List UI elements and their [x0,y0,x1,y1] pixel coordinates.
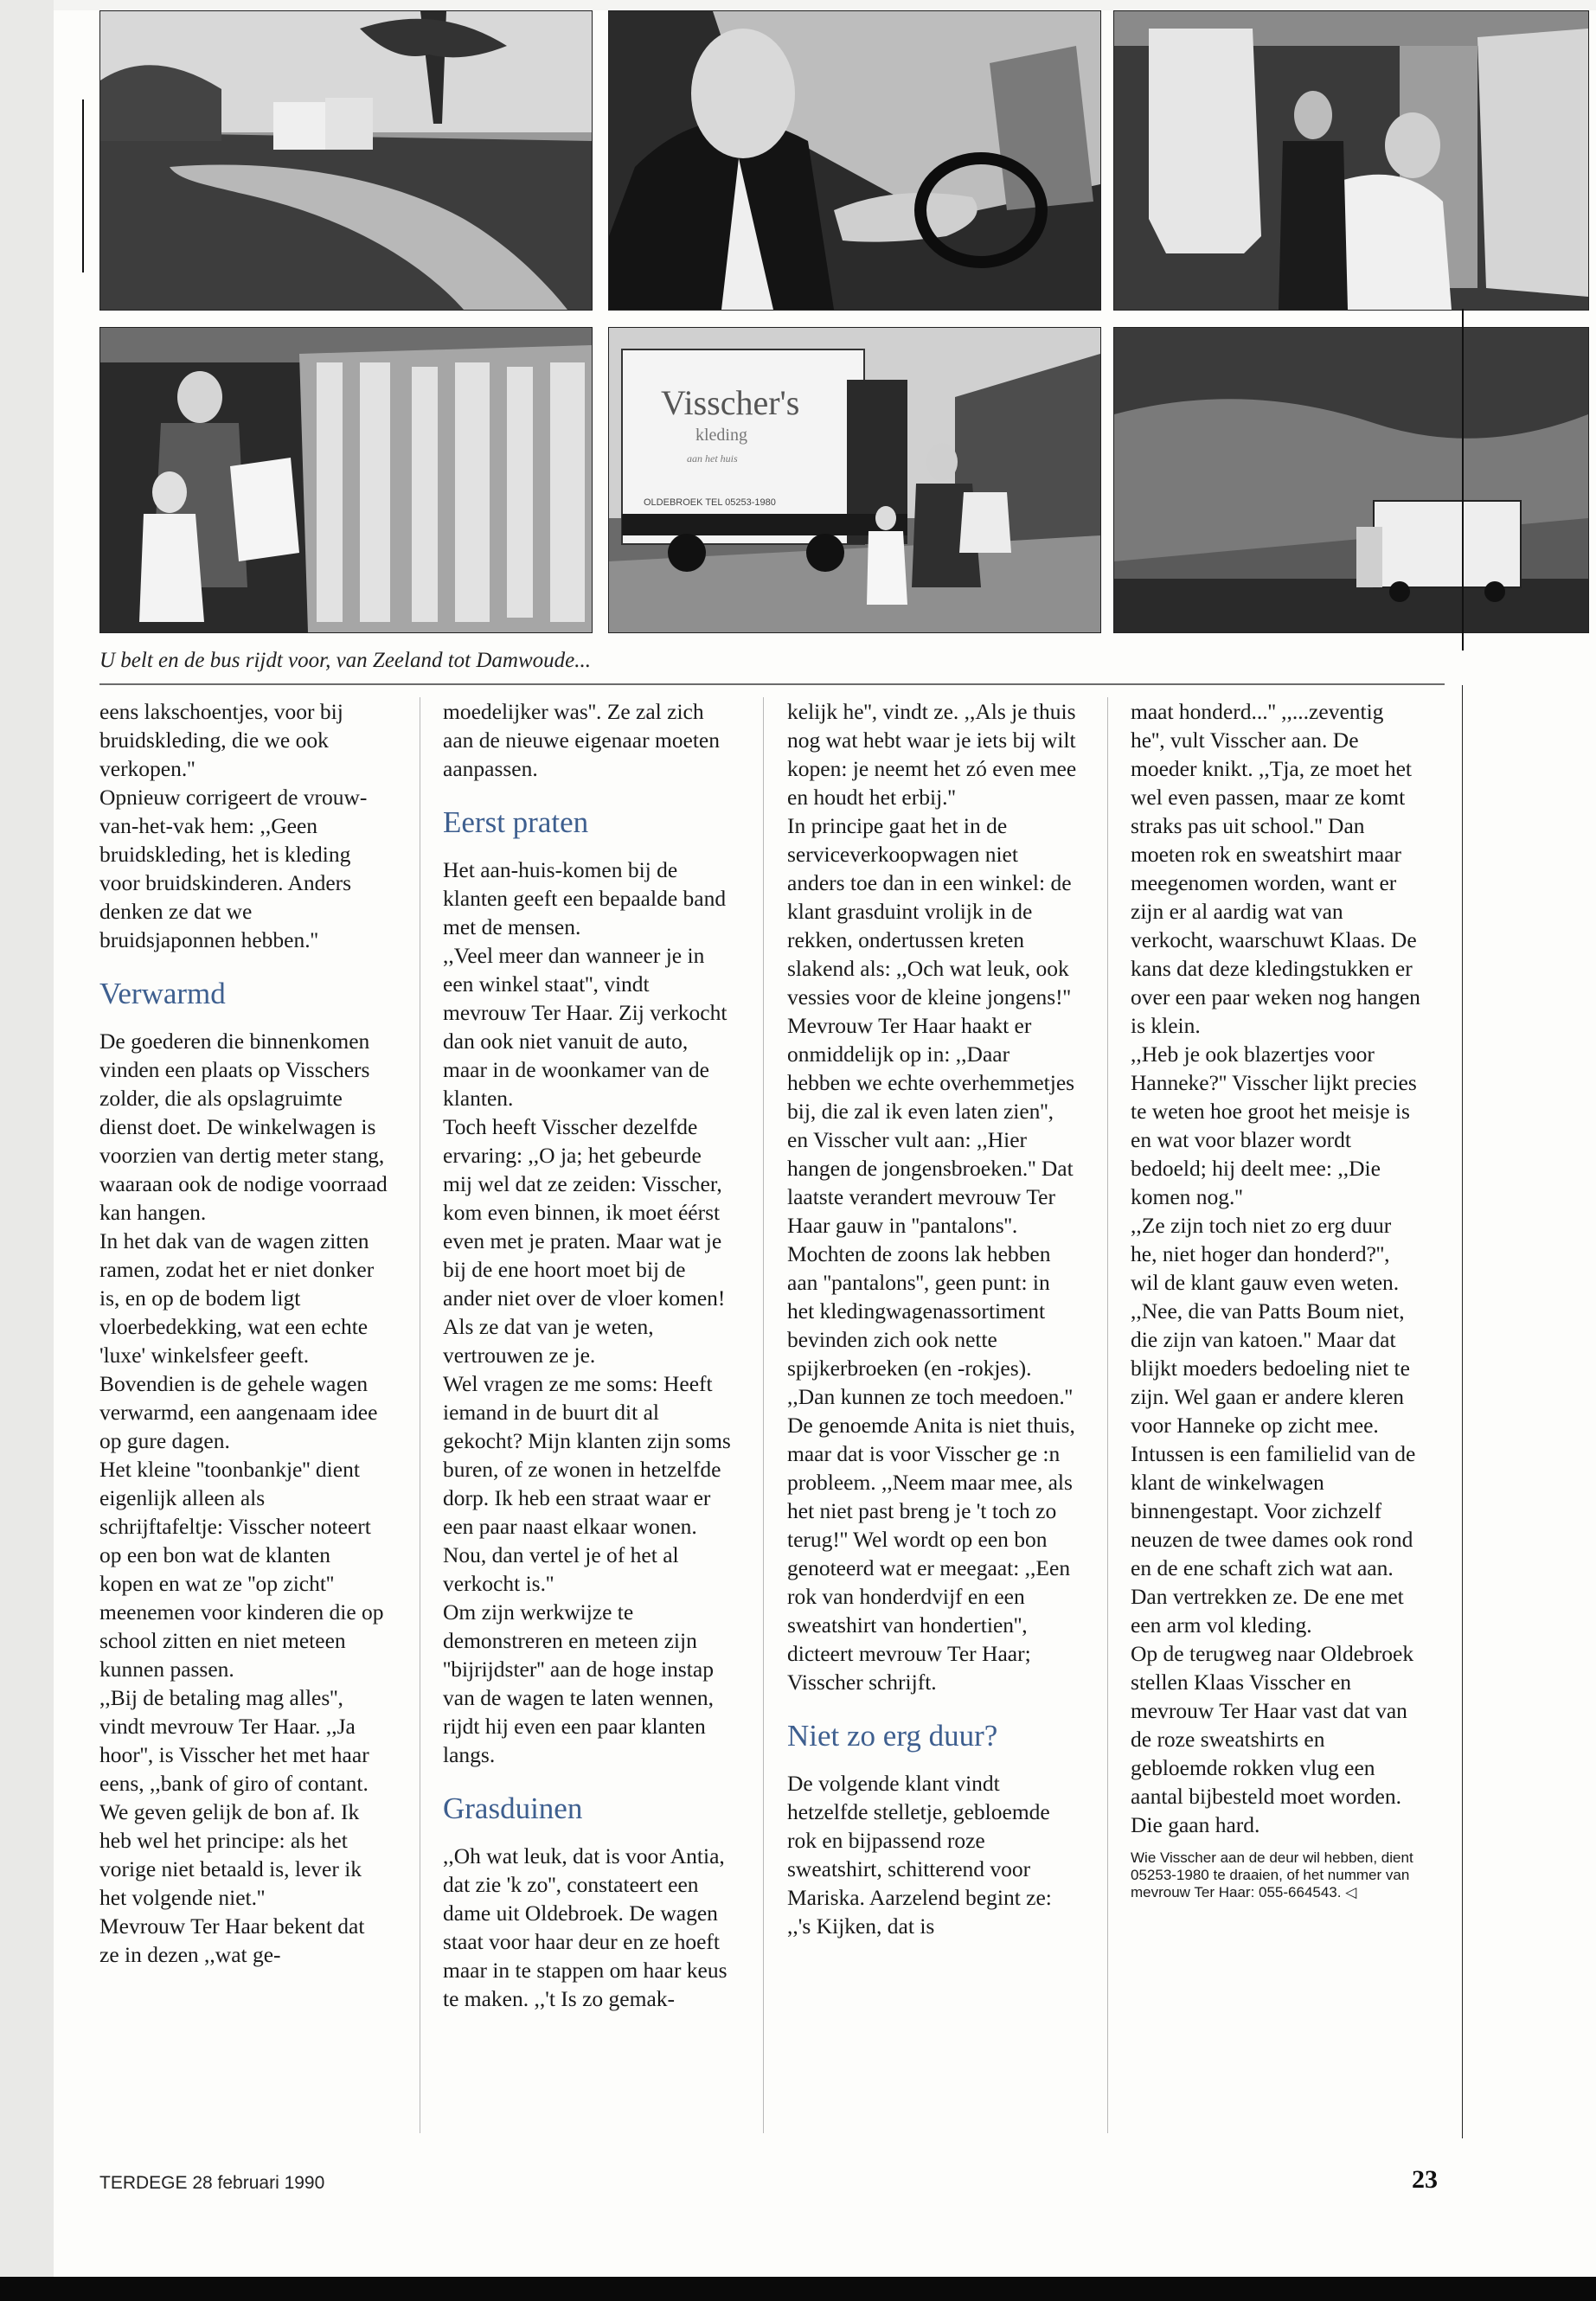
photo-frame-line-right [1462,309,1464,651]
paragraph: Mevrouw Ter Haar haakt er onmiddelijk op in: ,,Daar hebben we echte overhemmetjes bij, die zal ik even laten zien'', en Visscher vult aan: ,,Hier hangen de jongensbroeken.'' Dat laatste verandert mevrouw Ter Haar gauw in ''pantalons''. Mochten de zoons lak hebben aan ''pantalons'', geen punt: in het kledingwagenassortiment bevinden zich ook nette spijkerbroeken (en -rokjes). ,,Dan kunnen ze toch meedoen.'' [787,1013,1075,1409]
paragraph: De genoemde Anita is niet thuis, maar dat is voor Visscher ge :n probleem. ,,Neem maar mee, als het niet past breng je 't toch zo terug!'' Wel wordt op een bon genoteerd wat er meegaat: ,,Een rok van honderdvijf en een sweatshirt van hondertien'', dicteert mevrouw Ter Haar; Visscher schrijft. [787,1413,1075,1695]
paragraph: maat honderd...'' ,,...zeventig he'', vult Visscher aan. De moeder knikt. ,,Tja, ze moet het wel even passen, maar ze komt straks pas uit school.'' Dan moeten rok en sweatshirt maar meegenomen worden, want er zijn er al aardig wat van verkocht, waarschuwt Klaas. De kans dat deze kledingstukken er over een paar weken nog hangen is klein. [1131,699,1420,1038]
page-right-border [1462,685,1463,2138]
column-3 [787,697,1077,1940]
paragraph: eens lakschoentjes, voor bij bruidskleding, die we ook verkopen.'' [99,699,343,781]
paragraph: ,,Nee, die van Patts Boum niet, die zijn van katoen.'' Maar dat blijkt moeders bedoeling niet te zijn. Wel gaan er andere kleren voor Hanneke op zicht mee. [1131,1298,1410,1438]
van-sub2-text: aan het huis [687,452,738,465]
paragraph: ,,Veel meer dan wanneer je in een winkel staat'', vindt mevrouw Ter Haar. Zij verkocht dan ook niet vanuit de auto, maar in de woonkamer van de klanten. [443,943,727,1111]
paragraph: kelijk he'', vindt ze. ,,Als je thuis nog wat hebt waar je iets bij wilt kopen: je neemt het zó even mee en houdt het erbij.'' [787,699,1077,810]
photo-frame-line-left [82,99,84,272]
page-edge-shadow [0,0,54,2301]
section-heading: Verwarmd [99,977,226,1010]
section-heading: Eerst praten [443,805,589,839]
photo-van-under-sky [1113,327,1589,633]
paragraph: Om zijn werkwijze te demonstreren en meteen zijn ''bijrijdster'' aan de hoge instap van de wagen te laten wennen, rijdt hij even een paar klanten langs. [443,1599,714,1767]
paragraph: Toch heeft Visscher dezelfde ervaring: ,,O ja; het gebeurde mij wel dat ze zeiden: Visscher, kom even binnen, ik moet éérst even met je praten. Maar wat je bij de ene hoort moet bij de ander niet over de vloer komen! Als ze dat van je weten, vertrouwen ze je. [443,1114,726,1368]
photo-visschers-van [608,327,1101,633]
photo-country-road [99,10,593,311]
van-phone-text: OLDEBROEK TEL 05253-1980 [644,497,776,508]
paragraph: ,,Heb je ook blazertjes voor Hanneke?'' Visscher lijkt precies te weten hoe groot het meisje is en wat voor blazer wordt bedoeld; hij deelt mee: ,,Die komen nog.'' [1131,1042,1417,1209]
van-brand-text: Visscher's [661,383,800,422]
photo-caption: U belt en de bus rijdt voor, van Zeeland tot Damwoude... [99,649,591,672]
paragraph: Wel vragen ze me soms: Heeft iemand in de buurt dit al gekocht? Mijn klanten zijn soms buren, of ze wonen in hetzelfde dorp. Ik heb een straat waar er een paar naast elkaar wonen. Nou, dan vertel je of het al verkocht is.'' [443,1371,731,1596]
photo-clothes-rack-shoppers [1113,10,1589,311]
column-4 [1131,697,1420,1901]
column-separator-2 [763,697,764,2133]
page-number: 23 [1412,2165,1438,2194]
paragraph: In principe gaat het in de serviceverkoopwagen niet anders toe dan in een winkel: de klant grasduint vrolijk in de rekken, ondertussen kreten slakend als: ,,Och wat leuk, ook vessies voor de kleine jongens!'' [787,813,1072,1009]
paragraph: Het aan-huis-komen bij de klanten geeft een bepaalde band met de mensen. [443,857,727,939]
column-1 [99,697,389,1969]
scan-bottom-edge [0,2277,1596,2301]
paragraph: ,,Ze zijn toch niet zo erg duur he, niet hoger dan honderd?'', wil de klant gauw even weten. [1131,1213,1400,1295]
photo-driver [608,10,1101,311]
paragraph: Intussen is een familielid van de klant de winkelwagen binnengestapt. Voor zichzelf neuzen de twee dames ook rond en de ene schaft zich wat aan. Dan vertrekken ze. De ene met een arm vol kleding. [1131,1441,1416,1638]
paragraph: De volgende klant vindt hetzelfde stelletje, gebloemde rok en bijpassend roze sweatshirt, schitterend voor Mariska. Aarzelend begint ze: ,,'s Kijken, dat is [787,1771,1052,1939]
photo-mother-child-racks [99,327,593,633]
paragraph: ,,Oh wat leuk, dat is voor Antia, dat zie 'k zo'', constateert een dame uit Oldebroek. De wagen staat voor haar deur en ze hoeft maar in te stappen om haar keus te maken. ,,'t Is zo gemak- [443,1843,727,2011]
paragraph: Mevrouw Ter Haar bekent dat ze in dezen ,,wat ge- [99,1913,365,1967]
section-heading: Grasduinen [443,1791,583,1825]
paragraph: Opnieuw corrigeert de vrouw-van-het-vak hem: ,,Geen bruidskleding, het is kleding voor bruidskinderen. Anders denken ze dat we bruidsjaponnen hebben.'' [99,785,368,952]
column-2 [443,697,733,2013]
paragraph: In het dak van de wagen zitten ramen, zodat het er niet donker is, en op de bodem ligt vloerbedekking, wat een echte 'luxe' winkelsfeer geeft. Bovendien is de gehele wagen verwarmd, een aangenaam idee op gure dagen. [99,1228,378,1453]
paragraph: De goederen die binnenkomen vinden een plaats op Visschers zolder, die als opslagruimte dienst doet. De winkelwagen is voorzien van dertig meter stang, waaraan ook de nodige voorraad kan hangen. [99,1029,388,1225]
paragraph: Het kleine ''toonbankje'' dient eigenlijk alleen als schrijftafeltje: Visscher noteert op een bon wat de klanten kopen en wat ze ''op zicht'' meenemen voor kinderen die op school zitten en niet meteen kunnen passen. [99,1457,384,1682]
paragraph: moedelijker was''. Ze zal zich aan de nieuwe eigenaar moeten aanpassen. [443,699,720,781]
footer-publication: TERDEGE 28 februari 1990 [99,2173,325,2193]
section-heading: Niet zo erg duur? [787,1719,998,1753]
van-sub-text: kleding [695,426,747,445]
caption-rule [99,683,1445,685]
paragraph: ,,Bij de betaling mag alles'', vindt mevrouw Ter Haar. ,,Ja hoor'', is Visscher het met haar eens, ,,bank of giro of contant. We geven gelijk de bon af. Ik heb wel het principe: als het vorige niet betaald is, lever ik het volgende niet.'' [99,1685,369,1910]
contact-note: Wie Visscher aan de deur wil hebben, dient 05253-1980 te draaien, of het nummer van mevrouw Ter Haar: 055-664543. ◁ [1131,1849,1413,1900]
paragraph: Op de terugweg naar Oldebroek stellen Klaas Visscher en mevrouw Ter Haar vast dat van de roze sweatshirts en gebloemde rokken vlug een aantal bijbesteld moet worden. Die gaan hard. [1131,1641,1414,1837]
column-separator-3 [1107,697,1108,2133]
